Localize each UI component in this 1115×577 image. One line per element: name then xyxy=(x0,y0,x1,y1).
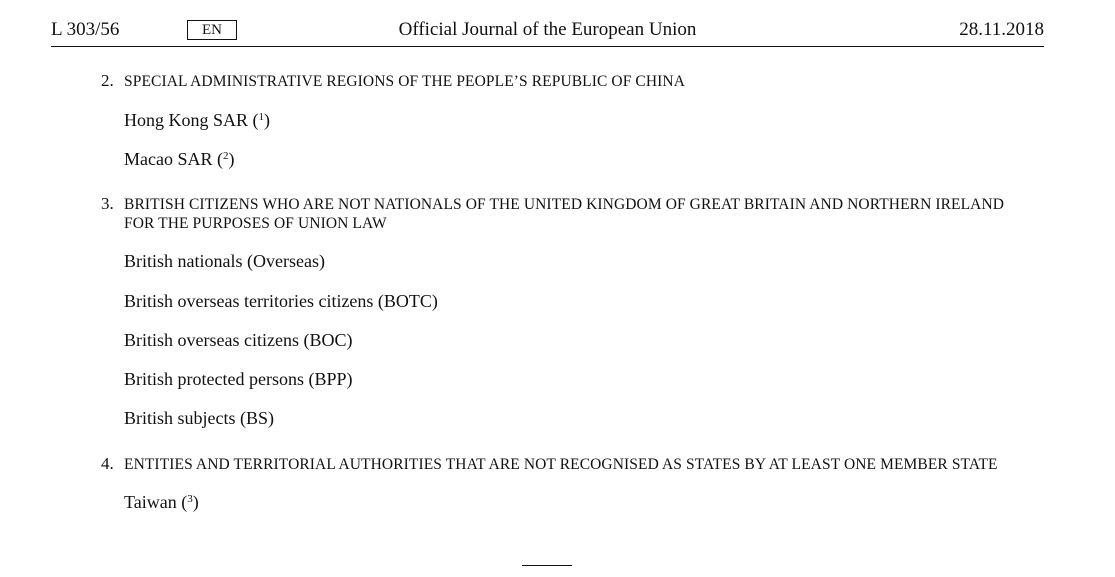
entry-text: Hong Kong SAR xyxy=(124,110,249,130)
section-heading-line-1: BRITISH CITIZENS WHO ARE NOT NATIONALS OF THE UNITED KINGDOM OF GREAT BRITAIN AND NORTHERN IRELAND xyxy=(124,196,1005,213)
list-item xyxy=(124,148,235,170)
footnote-ref[interactable]: ($^2$) xyxy=(217,149,235,169)
footnote-number: 1 xyxy=(258,111,265,123)
entry-text: Macao SAR xyxy=(124,149,213,169)
list-item xyxy=(124,491,199,513)
footnote-ref[interactable]: ($^3$) xyxy=(181,492,199,512)
section-heading-line-2: FOR THE PURPOSES OF UNION LAW xyxy=(124,215,387,232)
footnote-number: 2 xyxy=(223,150,229,162)
end-of-section-rule xyxy=(522,565,572,566)
footnote-ref[interactable]: ($^1$) xyxy=(252,110,271,130)
section-number: 3. xyxy=(101,194,114,213)
list-item xyxy=(124,109,270,131)
page-header xyxy=(51,18,1044,47)
section-number: 4. xyxy=(101,454,114,473)
page-reference: L 303/56 xyxy=(51,19,120,40)
list-item: British nationals (Overseas) xyxy=(124,251,325,271)
journal-title: Official Journal of the European Union xyxy=(398,19,697,40)
section-heading: SPECIAL ADMINISTRATIVE REGIONS OF THE PEOPLE’S REPUBLIC OF CHINA xyxy=(124,73,685,90)
language-badge: EN xyxy=(187,20,237,40)
list-item: British overseas citizens (BOC) xyxy=(124,330,353,350)
publication-date: 28.11.2018 xyxy=(959,19,1044,40)
list-item: British subjects (BS) xyxy=(124,408,275,428)
section-heading: ENTITIES AND TERRITORIAL AUTHORITIES THAT ARE NOT RECOGNISED AS STATES BY AT LEAST ONE MEMBER STATE xyxy=(124,456,998,473)
entry-text: Taiwan xyxy=(124,492,177,512)
list-item: British overseas territories citizens (BOTC) xyxy=(124,291,438,311)
footnote-number: 3 xyxy=(187,493,193,505)
section-number: 2. xyxy=(101,71,114,90)
list-item: British protected persons (BPP) xyxy=(124,369,353,389)
